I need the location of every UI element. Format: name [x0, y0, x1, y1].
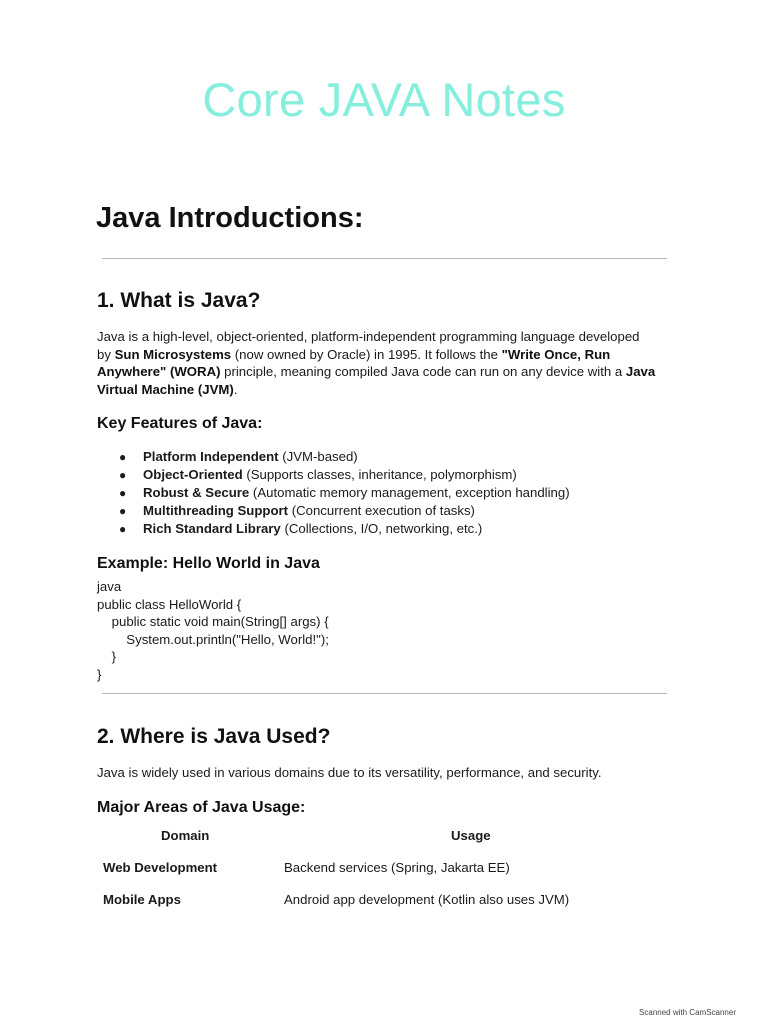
feature-item — [97, 484, 570, 502]
intro-bold-text: "Write Once, Run Anywhere" (WORA) — [97, 346, 611, 379]
divider-top — [102, 258, 667, 259]
feature-name: Object-Oriented — [143, 467, 243, 482]
major-areas-heading: Major Areas of Java Usage: — [97, 799, 306, 816]
header-usage: Usage — [451, 828, 491, 843]
scanner-watermark: Scanned with CamScanner — [639, 1008, 736, 1017]
feature-desc: (Supports classes, inheritance, polymorphism) — [242, 467, 517, 482]
intro-bold-text: Sun Microsystems — [114, 346, 232, 362]
feature-desc: (JVM-based) — [278, 449, 358, 464]
bullet-icon: ● — [119, 450, 127, 464]
feature-name: Platform Independent — [143, 449, 279, 464]
feature-item — [97, 448, 570, 466]
code-block: java public class HelloWorld { public static void main(String[] args) { System.out.println("Hello, World!"); } } — [97, 579, 329, 682]
header-domain: Domain — [161, 828, 210, 843]
table-cell-usage: Backend services (Spring, Jakarta EE) — [284, 860, 510, 875]
bullet-icon: ● — [119, 504, 127, 518]
where-java-used-heading: 2. Where is Java Used? — [97, 725, 331, 748]
intro-text: principle, meaning compiled Java code can run on any device with a — [220, 364, 626, 379]
feature-item — [97, 520, 570, 538]
table-cell-usage: Android app development (Kotlin also uses JVM) — [284, 892, 570, 907]
table-row — [97, 892, 657, 924]
intro-bold-text: Java Virtual Machine (JVM) — [97, 364, 656, 397]
intro-text: Java is a high-level, object-oriented, platform-independent programming language developed by — [97, 329, 640, 362]
document-title: Core JAVA Notes — [202, 73, 566, 126]
features-list — [97, 448, 570, 538]
section-title: Java Introductions: — [96, 202, 364, 234]
feature-name: Robust & Secure — [143, 485, 250, 500]
key-features-heading: Key Features of Java: — [97, 415, 263, 432]
bullet-icon: ● — [119, 486, 127, 500]
usage-table — [97, 828, 657, 924]
intro-text: . — [233, 381, 238, 397]
bullet-icon: ● — [119, 522, 127, 536]
example-heading: Example: Hello World in Java — [97, 555, 320, 572]
bullet-icon: ● — [119, 468, 127, 482]
feature-item — [97, 466, 570, 484]
where-java-used-paragraph: Java is widely used in various domains due to its versatility, performance, and security. — [97, 765, 602, 780]
table-cell-domain: Mobile Apps — [103, 892, 181, 907]
feature-name: Multithreading Support — [143, 503, 289, 518]
table-header-row — [97, 828, 657, 860]
feature-desc: (Collections, I/O, networking, etc.) — [280, 521, 483, 536]
what-is-java-heading: 1. What is Java? — [97, 289, 261, 312]
intro-text: (now owned by Oracle) in 1995. It follows the — [231, 346, 502, 362]
feature-desc: (Automatic memory management, exception handling) — [249, 485, 570, 500]
table-row — [97, 860, 657, 892]
feature-desc: (Concurrent execution of tasks) — [288, 503, 475, 518]
table-cell-domain: Web Development — [103, 860, 218, 875]
feature-item — [97, 502, 570, 520]
divider-middle — [102, 693, 667, 694]
feature-name: Rich Standard Library — [143, 521, 281, 536]
what-is-java-paragraph — [97, 328, 657, 398]
